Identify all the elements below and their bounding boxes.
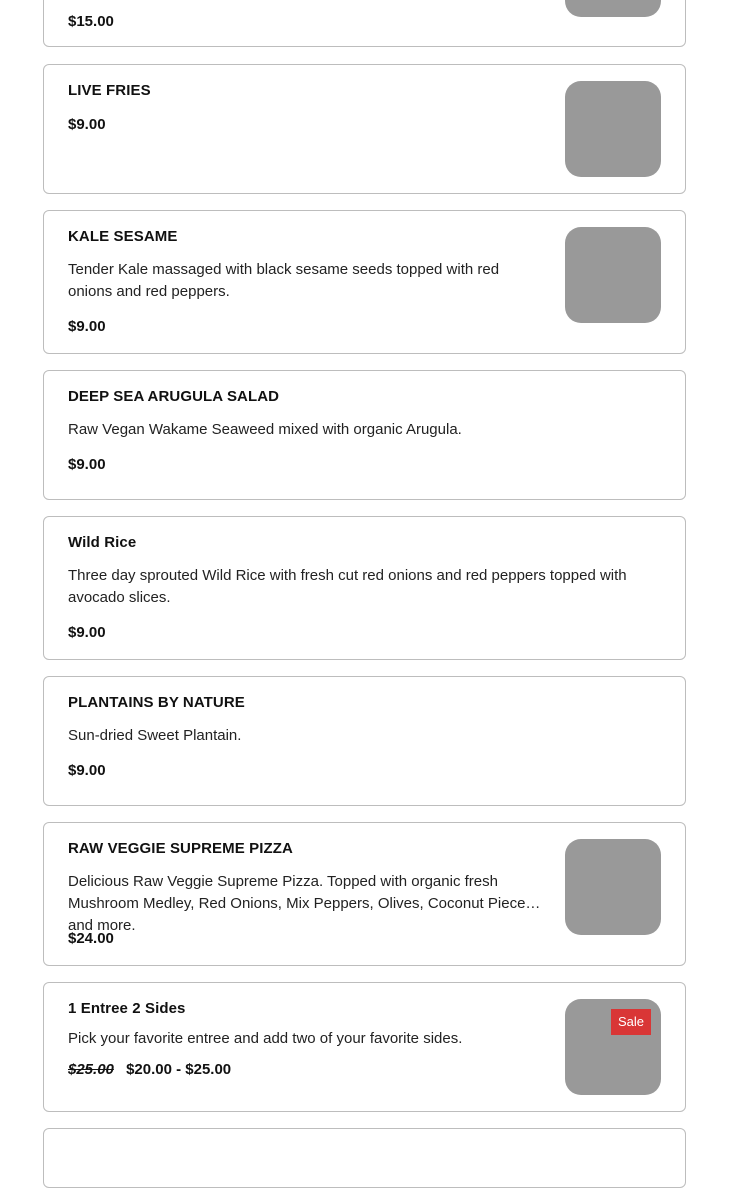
item-description: Raw Vegan Wakame Seaweed mixed with organic Arugula. xyxy=(68,421,462,438)
item-price: $9.00 xyxy=(68,456,106,473)
item-image xyxy=(565,81,661,177)
item-price: $9.00 xyxy=(68,624,106,641)
menu-item-card[interactable] xyxy=(43,1128,686,1188)
item-price-range xyxy=(68,1061,231,1078)
menu-item-card[interactable] xyxy=(43,210,686,354)
item-title: Wild Rice xyxy=(68,534,137,551)
item-title: DEEP SEA ARUGULA SALAD xyxy=(68,388,280,405)
item-title: LIVE FRIES xyxy=(68,82,151,99)
item-price: $9.00 xyxy=(68,318,106,335)
sale-badge: Sale xyxy=(611,1009,651,1035)
menu-item-card[interactable] xyxy=(43,0,686,47)
item-title: 1 Entree 2 Sides xyxy=(68,1000,186,1017)
item-description: Sun-dried Sweet Plantain. xyxy=(68,727,242,744)
item-image xyxy=(565,839,661,935)
item-sale-price: $20.00 - $25.00 xyxy=(126,1061,232,1078)
item-description: Tender Kale massaged with black sesame seeds topped with red onions and red peppers. xyxy=(68,261,500,300)
item-image xyxy=(565,0,661,17)
item-description: Three day sprouted Wild Rice with fresh cut red onions and red peppers topped with avocado slices. xyxy=(68,567,627,606)
item-price: $9.00 xyxy=(68,116,106,133)
item-title: PLANTAINS BY NATURE xyxy=(68,694,245,711)
item-image xyxy=(565,227,661,323)
item-title: RAW VEGGIE SUPREME PIZZA xyxy=(68,840,293,857)
item-description: Pick your favorite entree and add two of your favorite sides. xyxy=(68,1030,463,1047)
item-original-price: $25.00 xyxy=(68,1061,114,1078)
menu-item-card[interactable] xyxy=(43,822,686,966)
item-title: KALE SESAME xyxy=(68,228,178,245)
menu-item-card[interactable] xyxy=(43,64,686,194)
item-price: $15.00 xyxy=(68,13,114,30)
menu-item-card[interactable] xyxy=(43,370,686,500)
item-image xyxy=(565,999,661,1095)
menu-item-card[interactable] xyxy=(43,676,686,806)
menu-item-card[interactable] xyxy=(43,982,686,1112)
item-price: $9.00 xyxy=(68,762,106,779)
item-price: $24.00 xyxy=(68,930,114,947)
item-description: Delicious Raw Veggie Supreme Pizza. Topped with organic fresh Mushroom Medley, Red Onions, Mix Peppers, Olives, Coconut Pieces, and more. xyxy=(68,873,538,934)
menu-item-card[interactable] xyxy=(43,516,686,660)
